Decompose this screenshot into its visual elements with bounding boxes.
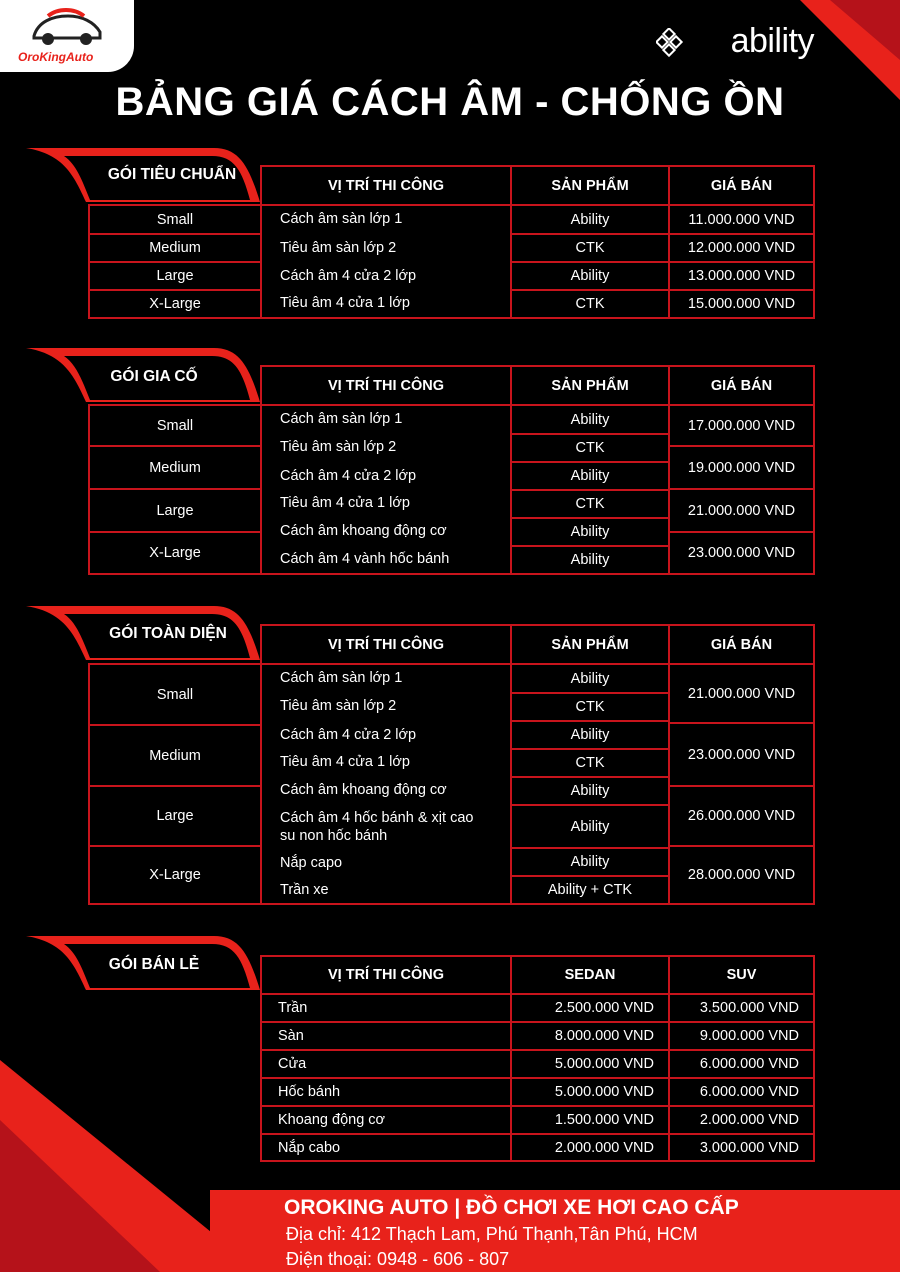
product-cell: Ability (510, 804, 670, 849)
product-cell: CTK (510, 233, 670, 263)
product-cell: CTK (510, 489, 670, 519)
size-cell: Medium (88, 233, 262, 263)
header-price: GIÁ BÁN (668, 624, 815, 665)
size-cell: X-Large (88, 531, 262, 575)
product-cell: Ability (510, 720, 670, 750)
header-product: SẢN PHẨM (510, 624, 670, 665)
price-cell: 21.000.000 VND (668, 663, 815, 724)
header-price: GIÁ BÁN (668, 165, 815, 206)
retail-position: Khoang động cơ (260, 1105, 512, 1135)
page-title: BẢNG GIÁ CÁCH ÂM - CHỐNG ỒN (115, 80, 785, 124)
size-cell: Small (88, 663, 262, 726)
size-cell: Large (88, 785, 262, 847)
position-text: Tiêu âm sàn lớp 2 (280, 439, 397, 455)
retail-sedan-price: 5.000.000 VND (510, 1077, 670, 1107)
price-cell: 19.000.000 VND (668, 445, 815, 490)
header-suv: SUV (668, 955, 815, 995)
package-title-full: GÓI TOÀN DIỆN (109, 625, 227, 642)
product-cell: CTK (510, 289, 670, 319)
retail-suv-price: 3.500.000 VND (668, 993, 815, 1023)
product-cell: Ability (510, 776, 670, 806)
retail-suv-price: 2.000.000 VND (668, 1105, 815, 1135)
product-cell: CTK (510, 748, 670, 778)
retail-suv-price: 6.000.000 VND (668, 1077, 815, 1107)
position-text: Cách âm 4 hốc bánh & xịt cao (280, 810, 474, 826)
product-cell: CTK (510, 692, 670, 722)
size-cell: X-Large (88, 289, 262, 319)
footer-address: Địa chỉ: 412 Thạch Lam, Phú Thạnh,Tân Phú, HCM (286, 1224, 698, 1244)
header-product: SẢN PHẨM (510, 165, 670, 206)
product-cell: Ability (510, 461, 670, 491)
header-product: SẢN PHẨM (510, 365, 670, 406)
retail-position: Sàn (260, 1021, 512, 1051)
price-cell: 15.000.000 VND (668, 289, 815, 319)
position-text: Cách âm sàn lớp 1 (280, 670, 403, 686)
size-cell: Small (88, 404, 262, 447)
price-cell: 23.000.000 VND (668, 722, 815, 787)
price-cell: 28.000.000 VND (668, 845, 815, 905)
position-text: su non hốc bánh (280, 828, 388, 844)
position-text: Tiêu âm 4 cửa 1 lớp (280, 295, 410, 311)
retail-position: Cửa (260, 1049, 512, 1079)
footer-company: OROKING AUTO | ĐỒ CHƠI XE HƠI CAO CẤP (284, 1196, 739, 1219)
package-title-standard: GÓI TIÊU CHUẨN (107, 166, 237, 183)
retail-sedan-price: 1.500.000 VND (510, 1105, 670, 1135)
price-cell: 12.000.000 VND (668, 233, 815, 263)
position-text: Trần xe (280, 882, 329, 898)
position-text: Cách âm khoang động cơ (280, 523, 447, 539)
logo-badge (0, 0, 134, 72)
size-cell: Small (88, 204, 262, 235)
price-cell: 23.000.000 VND (668, 531, 815, 575)
car-logo-icon (28, 4, 106, 48)
retail-sedan-price: 5.000.000 VND (510, 1049, 670, 1079)
header-sedan: SEDAN (510, 955, 670, 995)
size-cell: Medium (88, 724, 262, 787)
position-text: Tiêu âm 4 cửa 1 lớp (280, 495, 410, 511)
price-cell: 26.000.000 VND (668, 785, 815, 847)
package-title-retail: GÓI BÁN LẺ (108, 956, 200, 973)
price-cell: 21.000.000 VND (668, 488, 815, 533)
position-text: Cách âm sàn lớp 1 (280, 211, 403, 227)
product-cell: Ability + CTK (510, 875, 670, 905)
ability-logo: ability (730, 22, 814, 60)
retail-position: Trần (260, 993, 512, 1023)
retail-suv-price: 3.000.000 VND (668, 1133, 815, 1162)
size-cell: Large (88, 261, 262, 291)
price-cell: 11.000.000 VND (668, 204, 815, 235)
size-cell: Medium (88, 445, 262, 490)
position-text: Cách âm 4 cửa 2 lớp (280, 727, 417, 743)
product-cell: CTK (510, 433, 670, 463)
header-position: VỊ TRÍ THI CÔNG (260, 365, 512, 406)
footer-phone: Điện thoại: 0948 - 606 - 807 (286, 1249, 510, 1269)
product-cell: Ability (510, 404, 670, 435)
logo-text: OroKingAuto (18, 50, 94, 64)
retail-sedan-price: 8.000.000 VND (510, 1021, 670, 1051)
product-cell: Ability (510, 847, 670, 877)
product-cell: Ability (510, 663, 670, 694)
price-cell: 17.000.000 VND (668, 404, 815, 447)
position-text: Tiêu âm sàn lớp 2 (280, 240, 397, 256)
position-text: Cách âm 4 cửa 2 lớp (280, 468, 417, 484)
size-cell: Large (88, 488, 262, 533)
retail-position: Hốc bánh (260, 1077, 512, 1107)
product-cell: Ability (510, 545, 670, 575)
package-title-reinforced: GÓI GIA CỐ (110, 368, 198, 385)
position-text: Cách âm 4 vành hốc bánh (280, 551, 450, 567)
position-text: Nắp capo (280, 855, 343, 871)
retail-suv-price: 6.000.000 VND (668, 1049, 815, 1079)
retail-sedan-price: 2.500.000 VND (510, 993, 670, 1023)
position-block (260, 404, 512, 575)
position-text: Tiêu âm 4 cửa 1 lớp (280, 754, 410, 770)
ability-diamond-icon (656, 28, 686, 58)
position-text: Tiêu âm sàn lớp 2 (280, 698, 397, 714)
size-cell: X-Large (88, 845, 262, 905)
product-cell: Ability (510, 204, 670, 235)
header-position: VỊ TRÍ THI CÔNG (260, 624, 512, 665)
retail-position: Nắp cabo (260, 1133, 512, 1162)
product-cell: Ability (510, 261, 670, 291)
header-price: GIÁ BÁN (668, 365, 815, 406)
position-text: Cách âm 4 cửa 2 lớp (280, 268, 417, 284)
header-position: VỊ TRÍ THI CÔNG (260, 955, 512, 995)
price-cell: 13.000.000 VND (668, 261, 815, 291)
position-text: Cách âm khoang động cơ (280, 782, 447, 798)
retail-sedan-price: 2.000.000 VND (510, 1133, 670, 1162)
position-text: Cách âm sàn lớp 1 (280, 411, 403, 427)
product-cell: Ability (510, 517, 670, 547)
header-position: VỊ TRÍ THI CÔNG (260, 165, 512, 206)
retail-suv-price: 9.000.000 VND (668, 1021, 815, 1051)
